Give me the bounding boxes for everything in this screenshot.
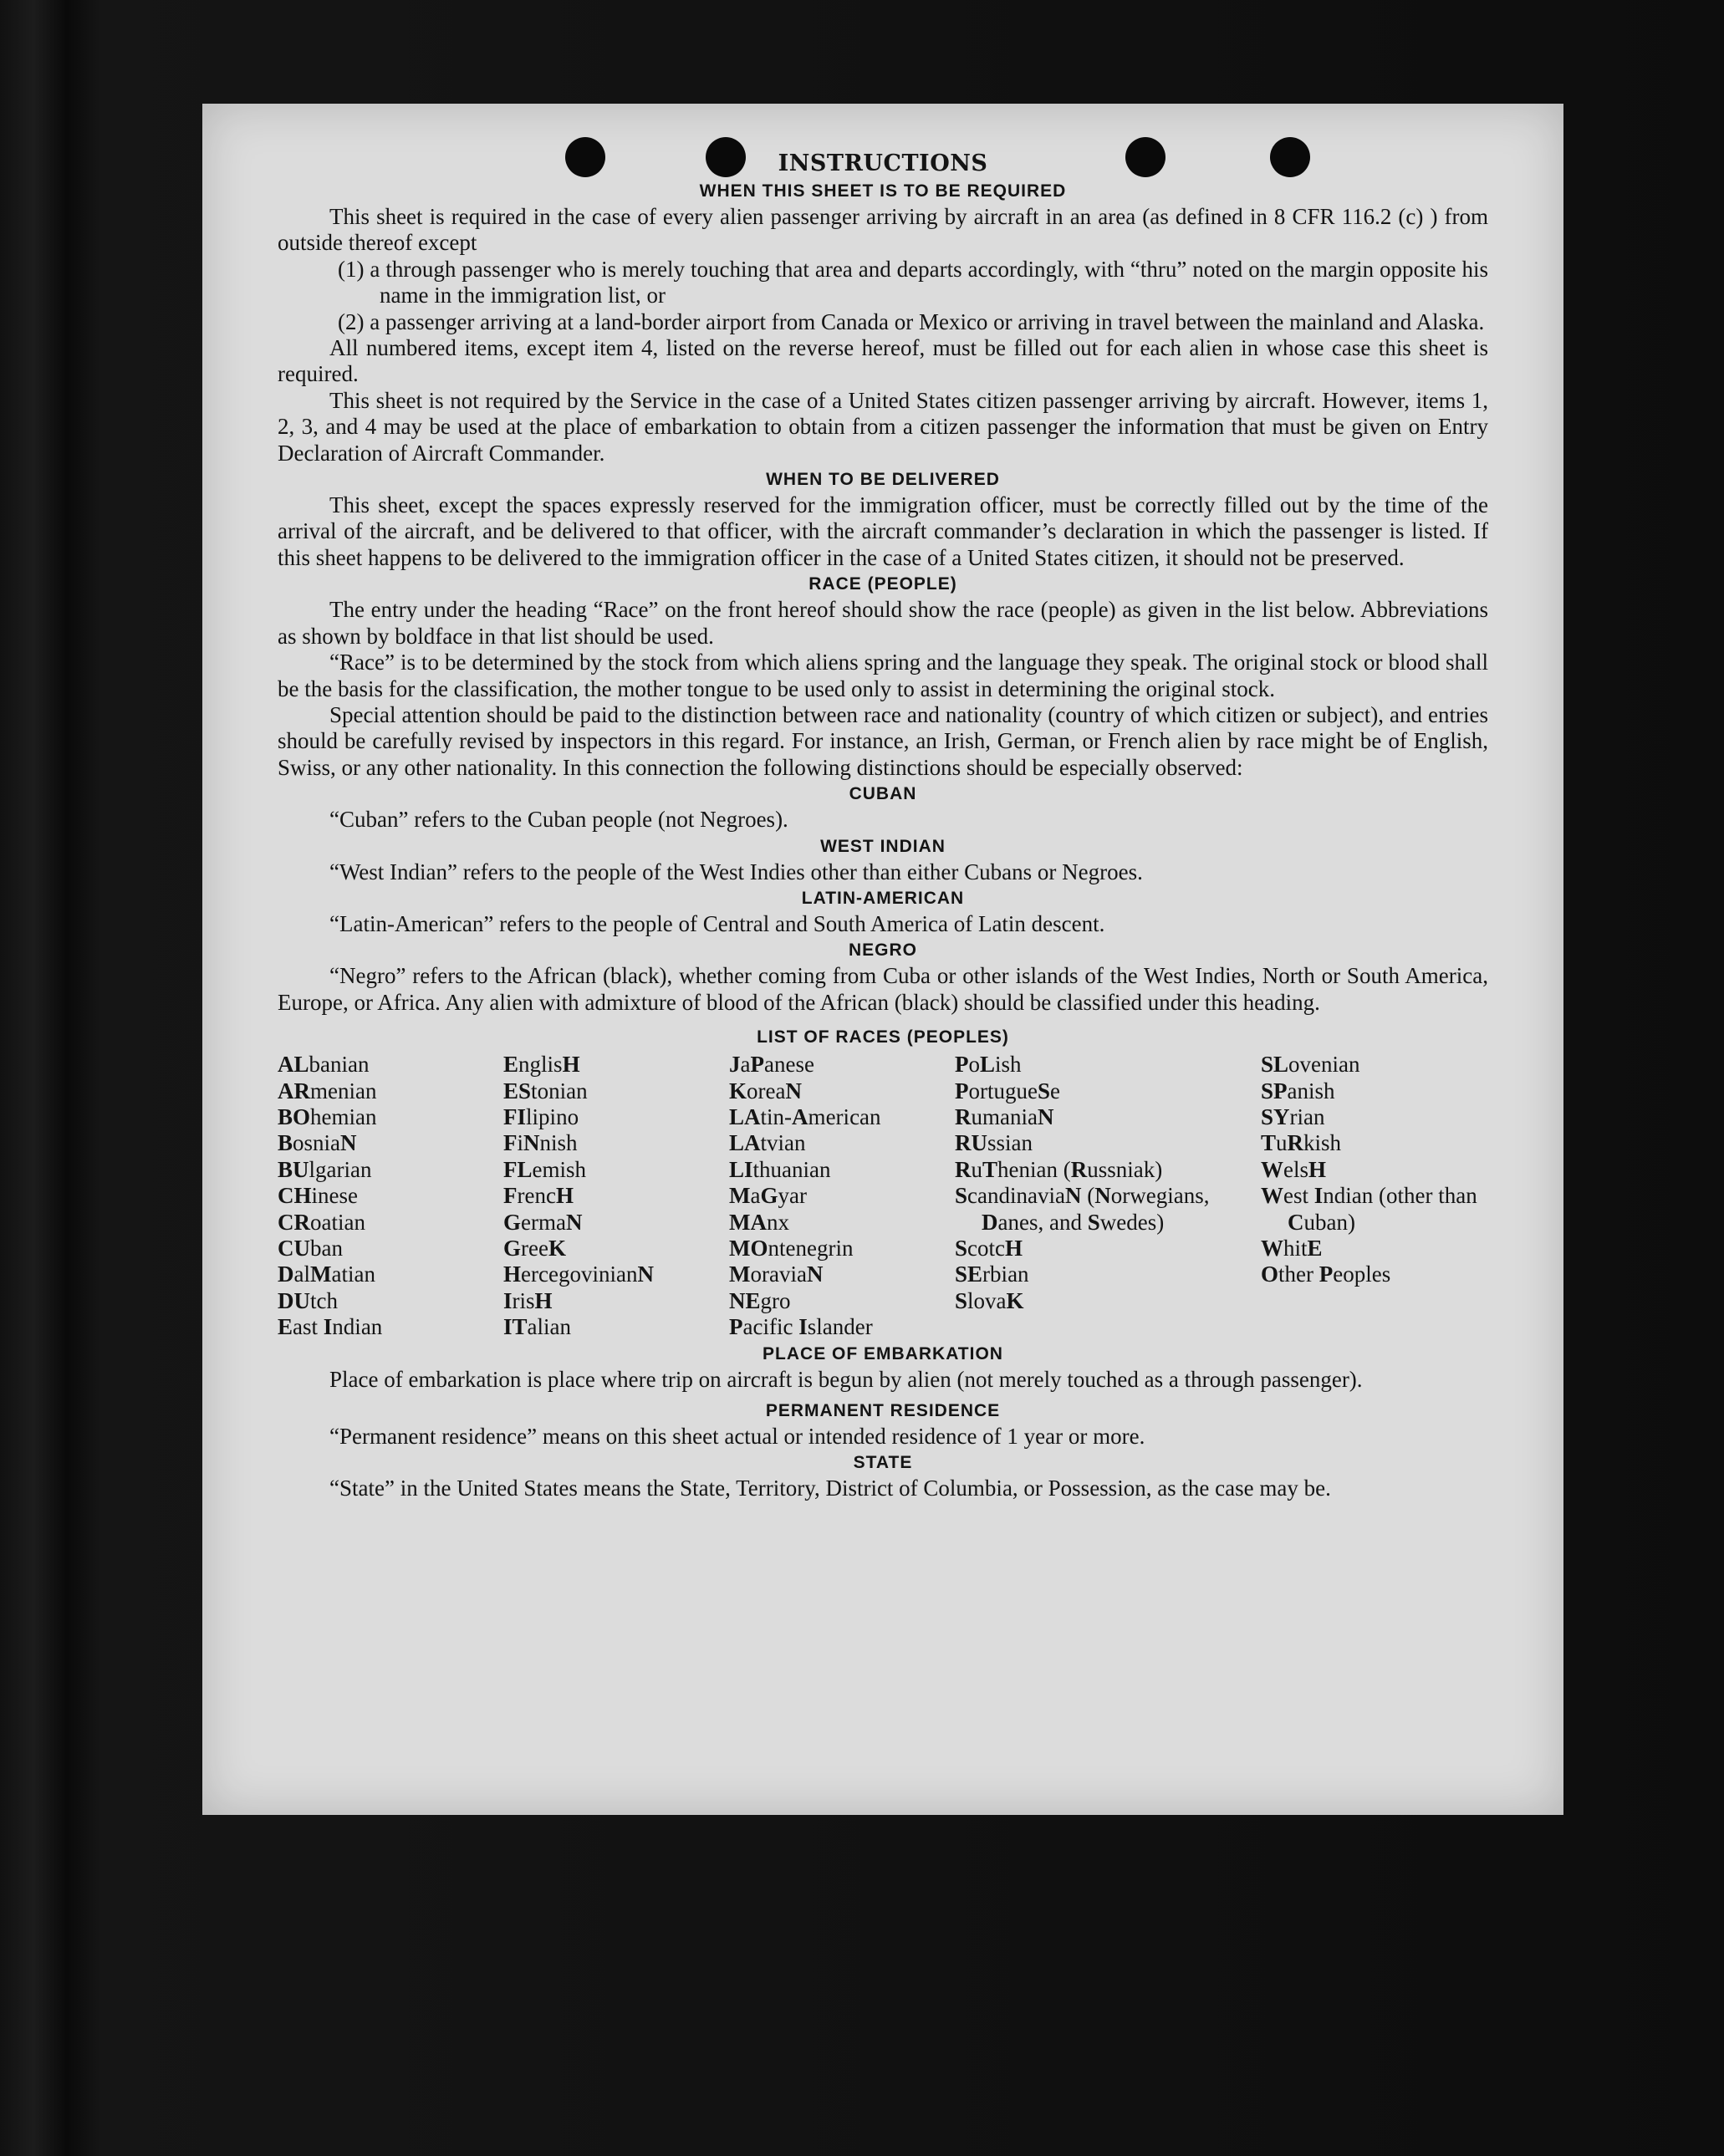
race-entry: MoraviaN <box>729 1261 824 1287</box>
race-entry: JaPanese <box>729 1052 814 1078</box>
west-indian-text: “West Indian” refers to the people of the West Indies other than either Cubans or Negroes. <box>329 859 1143 884</box>
required-item-1: (1) a through passenger who is merely touching that area and departs accordingly, with “thru” noted on the margin opposite his name in the immigration list, or <box>338 256 1488 308</box>
race-entry: West Indian (other than Cuban) <box>1261 1183 1477 1235</box>
race-entry: RUssian <box>955 1130 1033 1156</box>
race-entry: SPanish <box>1261 1078 1335 1103</box>
race-entry: TuRkish <box>1261 1130 1342 1156</box>
race-entry: CUban <box>278 1236 343 1261</box>
race-entry: MaGyar <box>729 1183 807 1209</box>
race-entry: ScotcH <box>955 1236 1023 1261</box>
heading-west-indian: WEST INDIAN <box>820 836 946 856</box>
heading-list-of-races: LIST OF RACES (PEOPLES) <box>757 1027 1009 1047</box>
race-entry: FiNnish <box>503 1130 578 1156</box>
race-entry: SlovaK <box>955 1287 1024 1313</box>
race-entry: BOhemian <box>278 1103 377 1129</box>
delivered-text: This sheet, except the spaces expressly reserved for the immigration officer, must be correctly filled out by the time of the arrival of the aircraft, and be delivered to that officer, with the aircraft commander’s declaration in which the passenger is listed. If this sheet happens to be delivered to the immigration officer in the case of a United States citizen, it should not be preserved. <box>278 492 1488 570</box>
race-entry: FrencH <box>503 1183 574 1209</box>
race-entry: RuThenian (Russniak) <box>955 1156 1163 1182</box>
race-entry: GreeK <box>503 1236 566 1261</box>
race-entry: FLemish <box>503 1156 587 1182</box>
instructions-title: INSTRUCTIONS <box>778 150 988 176</box>
race-determined-text: “Race” is to be determined by the stock from which aliens spring and the language they speak. The original stock or blood shall be the basis for the classification, the mother tongue to be used only to assist in determining the original stock. <box>278 650 1488 701</box>
race-entry: IrisH <box>503 1287 553 1313</box>
races-column <box>955 1052 1261 1340</box>
race-entry: ITalian <box>503 1314 572 1340</box>
embarkation-text: Place of embarkation is place where trip on aircraft is begun by alien (not merely touched as a through passenger). <box>329 1366 1363 1392</box>
required-intro: This sheet is required in the case of every alien passenger arriving by aircraft in an area (as defined in 8 CFR 116.2 (c) ) from outside thereof except <box>278 204 1488 256</box>
cuban-text: “Cuban” refers to the Cuban people (not Negroes). <box>329 807 788 833</box>
latin-american-text: “Latin-American” refers to the people of Central and South America of Latin descent. <box>329 910 1105 936</box>
instruction-sheet <box>202 104 1563 1815</box>
race-entry: SErbian <box>955 1261 1029 1287</box>
race-entry: BUlgarian <box>278 1156 372 1182</box>
required-item-2: (2) a passenger arriving at a land-border airport from Canada or Mexico or arriving in travel between the mainland and Alaska. <box>338 308 1485 334</box>
heading-place-of-embarkation: PLACE OF EMBARKATION <box>763 1343 1003 1363</box>
race-entry: EStonian <box>503 1078 588 1103</box>
race-entry: BosniaN <box>278 1130 357 1156</box>
negro-text: “Negro” refers to the African (black), whether coming from Cuba or other islands of the West Indies, North or South America, Europe, or Africa. Any alien with admixture of blood of the African (black) should be classified under this heading. <box>278 963 1488 1015</box>
race-entry: HercegovinianN <box>503 1261 654 1287</box>
residence-text: “Permanent residence” means on this sheet actual or intended residence of 1 year or more. <box>329 1424 1145 1450</box>
heading-cuban: CUBAN <box>849 784 917 804</box>
races-column <box>729 1052 955 1340</box>
race-entry: CRoatian <box>278 1209 365 1235</box>
race-entry-text: The entry under the heading “Race” on the front hereof should show the race (people) as given in the list below. Abbreviations as shown by boldface in that list should be used. <box>278 597 1488 649</box>
heading-when-required: WHEN THIS SHEET IS TO BE REQUIRED <box>699 181 1067 201</box>
races-column <box>503 1052 729 1340</box>
race-entry: ScandinaviaN (Norwegians, Danes, and Swedes) <box>955 1183 1210 1235</box>
race-entry: East Indian <box>278 1314 383 1340</box>
heading-latin-american: LATIN-AMERICAN <box>801 888 965 908</box>
heading-state: STATE <box>853 1453 913 1473</box>
race-entry: EnglisH <box>503 1052 580 1078</box>
state-text: “State” in the United States means the State, Territory, District of Columbia, or Possession, as the case may be. <box>329 1476 1331 1501</box>
heading-when-delivered: WHEN TO BE DELIVERED <box>766 470 1000 490</box>
race-entry: LAtin-American <box>729 1103 881 1129</box>
race-entry: MOntenegrin <box>729 1236 854 1261</box>
race-entry: WelsH <box>1261 1156 1327 1182</box>
race-entry: ARmenian <box>278 1078 377 1103</box>
race-entry: CHinese <box>278 1183 359 1209</box>
race-entry: PoLish <box>955 1052 1022 1078</box>
race-entry: LIthuanian <box>729 1156 831 1182</box>
race-entry: WhitE <box>1261 1236 1323 1261</box>
race-entry: FIlipino <box>503 1103 579 1129</box>
numbered-items-text: All numbered items, except item 4, listed on the reverse hereof, must be filled out for each alien in whose case this sheet is required. <box>278 335 1488 387</box>
race-entry: SYrian <box>1261 1103 1325 1129</box>
race-entry: PortugueSe <box>955 1078 1061 1103</box>
heading-permanent-residence: PERMANENT RESIDENCE <box>765 1401 1001 1421</box>
races-column <box>1261 1052 1488 1340</box>
race-entry: Pacific Islander <box>729 1314 873 1340</box>
race-entry: LAtvian <box>729 1130 806 1156</box>
race-entry: RumaniaN <box>955 1103 1054 1129</box>
heading-negro: NEGRO <box>848 940 917 961</box>
races-list <box>278 1052 1488 1340</box>
race-entry: MAnx <box>729 1209 789 1235</box>
race-entry: KoreaN <box>729 1078 802 1103</box>
special-attention-text: Special attention should be paid to the distinction between race and nationality (country of which citizen or subject), and entries should be carefully revised by inspectors in this regard. For instance, an Irish, German, or French alien by race might be of English, Swiss, or any other nationality. In this connection the following distinctions should be especially observed: <box>278 701 1488 780</box>
not-required-text: This sheet is not required by the Service in the case of a United States citizen passenger arriving by aircraft. However, items 1, 2, 3, and 4 may be used at the place of embarkation to obtain from a citizen passenger the information that must be given on Entry Declaration of Aircraft Commander. <box>278 387 1488 466</box>
race-entry: DalMatian <box>278 1261 375 1287</box>
race-entry: SLovenian <box>1261 1052 1360 1078</box>
race-entry: Other Peoples <box>1261 1261 1391 1287</box>
race-entry: ALbanian <box>278 1052 370 1078</box>
heading-race: RACE (PEOPLE) <box>808 574 957 594</box>
races-column <box>278 1052 503 1340</box>
race-entry: GermaN <box>503 1209 583 1235</box>
instructions-content <box>278 150 1488 1502</box>
race-entry: NEgro <box>729 1287 791 1313</box>
race-entry: DUtch <box>278 1287 338 1313</box>
